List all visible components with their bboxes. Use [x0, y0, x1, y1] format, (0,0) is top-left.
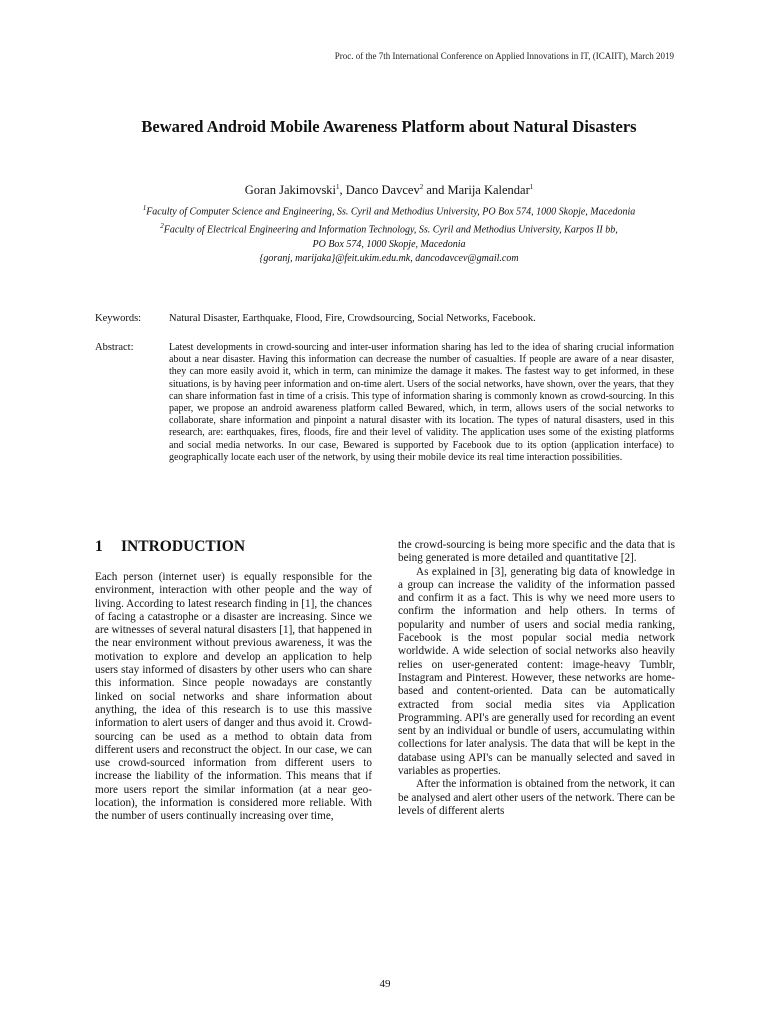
page-number: 49	[379, 978, 391, 990]
affiliation-marker: 1	[142, 204, 147, 212]
running-header: Proc. of the 7th International Conference on Applied Innovations in IT, (ICAIIT), March 2019	[334, 51, 674, 61]
keywords-text: Natural Disaster, Earthquake, Flood, Fire, Crowdsourcing, Social Networks, Facebook.	[169, 313, 536, 324]
paper-title: Bewared Android Mobile Awareness Platform about Natural Disasters	[141, 117, 637, 136]
author-name: Goran Jakimovski	[244, 183, 337, 198]
body-paragraph: After the information is obtained from the network, it can be analysed and alert other users of the network. There can be levels of different alerts	[398, 778, 675, 817]
affiliation-marker: 1	[336, 183, 340, 191]
body-paragraph: As explained in [3], generating big data of knowledge in a group can increase the validity of the information passed and confirm it as a fact. This is why we need more users to confirm the information and help others. In terms of popularity and number of users and social media ranking, Facebook is the most popular social media network worldwide. A wide selection of social networks also heavily relies on user-generated content: image-heavy Tumblr, Instagram and Pinterest. However, these networks are home-based and content-oriented. Data can be automatically extracted from social media sites via Application Programming. API's are generally used for recording an event sent by an individual or bundle of users, accumulating within collections for later analysis. The data that will be kept in the database using API's can be manually selected and saved in variables as properties.	[398, 565, 675, 778]
author-separator: and	[423, 183, 448, 198]
body-paragraph: the crowd-sourcing is being more specific and the data that is being generated is more detailed and quantitative [2].	[398, 539, 675, 565]
body-paragraph: Each person (internet user) is equally responsible for the environment, interaction with other people and the way of living. According to latest research finding in [1], the chances of facing a catastrophe or a disaster are increasing. Since we are witnesses of several natural disasters [1], that happened in the near environment without previous awareness, it was the motivation to explore and develop an application to help users stay informed of disasters by other users who can share this information. Since people nowadays are constantly linked on social networks and share information about anything, the idea of this research is to use this massive information to alert users of danger and thus avoid it. Crowd-sourcing can be used as a method to obtain data from different users and reconstruct the object. In our case, we can use crowd-sourced information from different users to increase the liability of the information. This means that if more users report the similar information (at a near geo-location), the information is considered more reliable. With the number of users continually increasing over time,	[95, 571, 372, 823]
author-list	[100, 183, 678, 198]
affiliation-marker: 1	[529, 183, 534, 191]
affiliations	[100, 201, 678, 266]
affiliation-marker: 2	[419, 183, 424, 191]
author-separator: ,	[339, 183, 346, 198]
affiliation-marker: 2	[160, 222, 164, 231]
affiliation-2: Faculty of Electrical Engineering and Information Technology, Ss. Cyril and Methodius University, Karpos II bb,	[163, 224, 618, 236]
abstract-label: Abstract:	[95, 342, 134, 353]
affiliation-2-address: PO Box 574, 1000 Skopje, Macedonia	[312, 238, 466, 250]
keywords-label: Keywords:	[95, 313, 142, 324]
section-heading	[95, 538, 245, 556]
author-emails: {goranj, marijaka}@feit.ukim.edu.mk, dancodavcev@gmail.com	[259, 252, 519, 264]
right-column	[398, 539, 675, 818]
author-name: Danco Davcev	[345, 183, 420, 198]
affiliation-1: Faculty of Computer Science and Engineering, Ss. Cyril and Methodius University, PO Box 574, 1000 Skopje, Macedonia	[146, 206, 636, 218]
author-name: Marija Kalendar	[447, 183, 530, 198]
abstract-text: Latest developments in crowd-sourcing and inter-user information sharing has led to the idea of sharing crucial information about a near disaster. Having this information can decrease the number of casualties. If people are aware of a near disaster, they can more easily avoid it, which in term, can minimize the damage it makes. The fastest way to get informed, in these situations, is by having peer information and on-time alert. Users of the social networks, have shown, over the years, that they can share information fast in time of a crisis. This type of information sharing is commonly known as crowd-sourcing. In this paper, we propose an android awareness platform called Bewared, which, in term, allows users of the social networks to collaborate, share information and pinpoint a natural disaster with its location. The types of natural disasters, used in this research, are: earthquakes, fires, floods, fire and their level of validity. The application uses some of the existing platforms and social media networks. In our case, Bewared is supported by Facebook due to its option (application interface) to geographically locate each user of the network, by using their mobile device its real time interaction possibilities.	[169, 342, 674, 463]
left-column	[95, 571, 372, 824]
section-number: 1	[95, 538, 103, 555]
section-title: INTRODUCTION	[121, 538, 246, 555]
